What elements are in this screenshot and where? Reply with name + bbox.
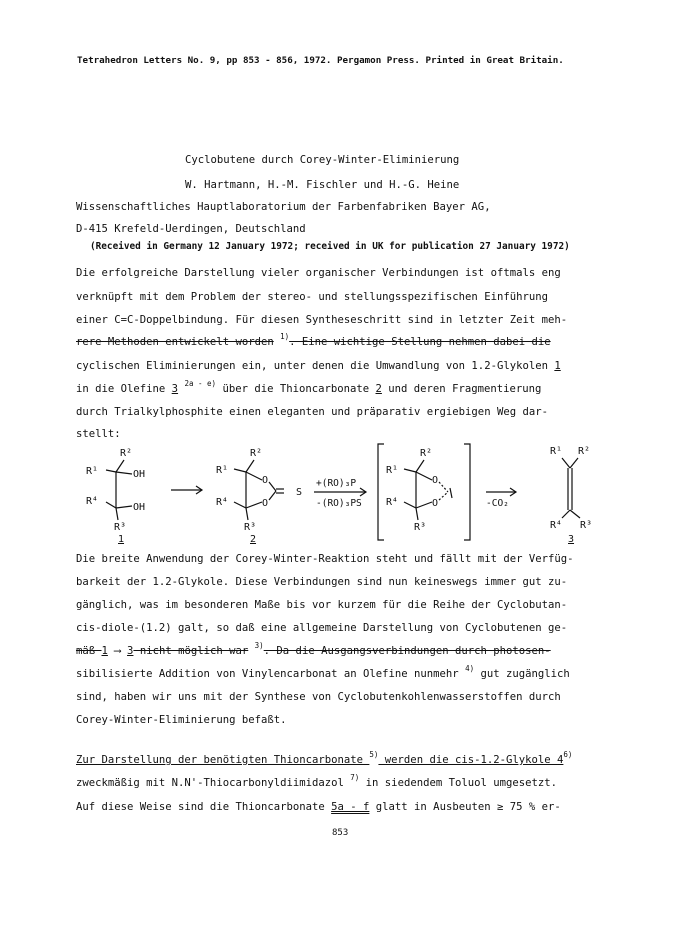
r3-label: R³ [414,522,427,533]
reagent-add: +(RO)₃P [316,478,357,489]
r4-label: R⁴ [386,497,399,508]
para1-line-7: durch Trialkylphosphite einen eleganten und präparativ ergiebigen Weg dar- [76,406,548,418]
para2-line-2: barkeit der 1.2-Glykole. Diese Verbindungen sind nun keineswegs immer gut zu- [76,576,568,588]
para2-line-3: gänglich, was im besonderen Maße bis vor kurzem für die Reihe der Cyclobutan- [76,599,568,611]
authors: W. Hartmann, H.-M. Fischler und H.-G. Heine [185,179,460,191]
r4-label: R⁴ [550,520,563,531]
struck-text: . Eine wichtige Stellung nehmen dabei die [289,336,551,348]
para3-line-3: Auf diese Weise sind die Thioncarbonate 5a - f glatt in Ausbeuten ≥ 75 % er- [76,801,561,813]
r3-label: R³ [580,520,593,531]
footnote-ref: 2a - e) [184,379,217,388]
para2-line-7: sind, haben wir uns mit der Synthese von Cyclobutenkohlenwasserstoffen durch [76,691,561,703]
r2-label: R² [578,446,591,457]
footnote-ref: 3) [254,641,264,650]
para1-line-5: cyclischen Eliminierungen ein, unter denen die Umwandlung von 1.2-Glykolen 1 [76,360,561,372]
r3-label: R³ [244,522,257,533]
paper-title: Cyclobutene durch Corey-Winter-Eliminierung [185,154,460,166]
para2-line-6: sibilisierte Addition von Vinylencarbonat an Olefine nunmehr $^{4)}$ gut zugänglich [76,664,570,680]
o-label: O [432,498,439,509]
compound-ref: 4 [557,754,564,766]
compound-ref: 5a - f [331,801,370,813]
compound-3-number: 3 [568,534,575,545]
para1-line-8: stellt: [76,428,121,440]
footnote-ref: 6) [563,750,573,759]
r2-label: R² [120,448,133,459]
r1-label: R¹ [216,465,229,476]
footnote-ref: 4) [465,664,475,673]
reaction-scheme [76,436,616,546]
co2-loss: -CO₂ [486,498,509,509]
compound-ref: 3 [171,383,179,395]
r2-label: R² [420,448,433,459]
page-number: 853 [332,828,349,838]
para1-line-6: in die Olefine 3 $^{2a - e)}$ über die Thioncarbonate 2 und deren Fragmentierung [76,379,542,395]
r4-label: R⁴ [216,497,229,508]
r1-label: R¹ [386,465,399,476]
r4-label: R⁴ [86,496,99,507]
struck-text: rere Methoden entwickelt worden [76,336,274,348]
para1-line-1: Die erfolgreiche Darstellung vieler organischer Verbindungen ist oftmals eng [76,267,561,279]
s-label: S [296,487,303,498]
footnote-ref: 5) [369,750,379,759]
para1-line-4 [76,332,551,349]
affiliation-line-2: D-415 Krefeld-Uerdingen, Deutschland [76,223,306,235]
para2-line-8: Corey-Winter-Eliminierung befaßt. [76,714,287,726]
para2-line-4: cis-diole-(1.2) galt, so daß eine allgemeine Darstellung von Cyclobutenen ge- [76,622,568,634]
r3-label: R³ [114,522,127,533]
reagent-remove: -(RO)₃PS [316,498,362,509]
compound-ref: 2 [375,383,382,395]
footnote-ref: 1) [280,332,290,341]
oh-label: OH [133,469,146,480]
compound-ref: 1 [554,360,561,372]
para2-line-5: mäß 1 ⟶ 3 nicht möglich war $^{3)}$. Da die Ausgangsverbindungen durch photosen- [76,641,551,657]
received-dates: (Received in Germany 12 January 1972; received in UK for publication 27 January 1972) [90,241,570,252]
para3-line-1: Zur Darstellung der benötigten Thioncarbonate $^{5)}$ werden die cis-1.2-Glykole 4$^{6)}$ [76,750,573,766]
o-label: O [262,475,269,486]
r2-label: R² [250,448,263,459]
o-label: O [262,498,269,509]
para1-line-3: einer C=C-Doppelbindung. Für diesen Syntheseschritt sind in letzter Zeit meh- [76,314,568,326]
o-label: O [432,475,439,486]
compound-2-number: 2 [250,534,257,545]
compound-1-number: 1 [118,534,125,545]
compound-ref: 1 [101,645,108,657]
para2-line-1: Die breite Anwendung der Corey-Winter-Reaktion steht und fällt mit der Verfüg- [76,553,574,565]
journal-header: Tetrahedron Letters No. 9, pp 853 - 856, 1972. Pergamon Press. Printed in Great Britain. [77,55,564,66]
para3-line-2: zweckmäßig mit N.N'-Thiocarbonyldiimidazol $^{7)}$ in siedendem Toluol umgesetzt. [76,773,558,789]
oh-label: OH [133,502,146,513]
affiliation-line-1: Wissenschaftliches Hauptlaboratorium der Farbenfabriken Bayer AG, [76,201,491,213]
r1-label: R¹ [550,446,563,457]
para1-line-2: verknüpft mit dem Problem der stereo- und stellungsspezifischen Einführung [76,291,548,303]
r1-label: R¹ [86,466,99,477]
compound-ref: 3 [127,645,134,657]
footnote-ref: 7) [350,773,360,782]
